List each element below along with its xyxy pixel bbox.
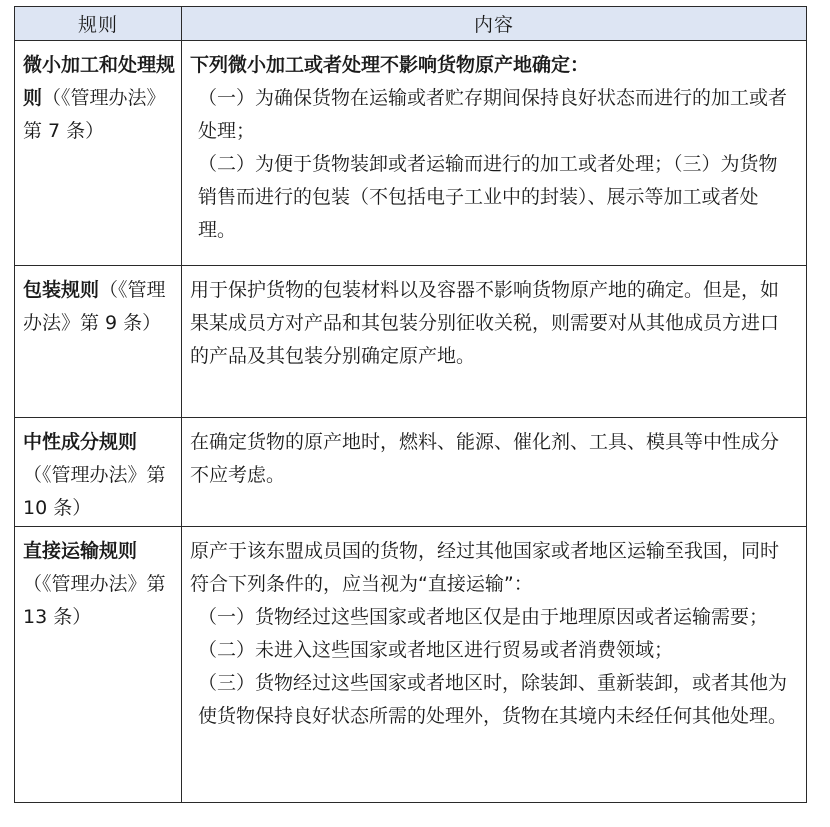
table-row <box>15 266 807 418</box>
content-line: （二）未进入这些国家或者地区进行贸易或者消费领域； <box>198 639 674 661</box>
rule-ref: （《管理办法》第 9 条） <box>23 279 166 334</box>
content-cell <box>182 418 807 527</box>
rule-cell <box>15 418 182 527</box>
table-header-row <box>15 7 807 41</box>
content-line: （一）为确保货物在运输或者贮存期间保持良好状态而进行的加工或者处理； <box>198 87 788 142</box>
content-cell <box>182 527 807 803</box>
content-line: 在确定货物的原产地时，燃料、能源、催化剂、工具、模具等中性成分不应考虑。 <box>190 431 780 486</box>
rules-table <box>14 6 807 803</box>
content-line: （三）货物经过这些国家或者地区时，除装卸、重新装卸，或者其他为使货物保持良好状态所需的处理外，货物在其境内未经任何其他处理。 <box>198 672 788 727</box>
content-line: 下列微小加工或者处理不影响货物原产地确定： <box>190 54 590 76</box>
header-content: 内容 <box>182 7 807 41</box>
content-line: （二）为便于货物装卸或者运输而进行的加工或者处理；（三）为货物销售而进行的包装（不包括电子工业中的封装）、展示等加工或者处理。 <box>198 153 778 241</box>
rule-name: 微小加工和处理规则 <box>23 54 176 109</box>
table-row <box>15 418 807 527</box>
rule-name: 直接运输规则 <box>23 540 138 562</box>
rule-ref: （《管理办法》第 13 条） <box>23 573 166 628</box>
table-row <box>15 527 807 803</box>
content-line: 用于保护货物的包装材料以及容器不影响货物原产地的确定。但是，如果某成员方对产品和其包装分别征收关税，则需要对从其他成员方进口的产品及其包装分别确定原产地。 <box>190 279 780 367</box>
rule-name: 中性成分规则 <box>23 431 138 453</box>
rule-cell <box>15 527 182 803</box>
rule-name: 包装规则 <box>23 279 100 301</box>
content-line: （一）货物经过这些国家或者地区仅是由于地理原因或者运输需要； <box>198 606 769 628</box>
rule-cell <box>15 266 182 418</box>
content-cell <box>182 266 807 418</box>
content-line: 原产于该东盟成员国的货物，经过其他国家或者地区运输至我国，同时符合下列条件的，应当视为“直接运输”： <box>190 540 780 595</box>
rule-cell <box>15 41 182 266</box>
content-cell <box>182 41 807 266</box>
rule-ref: （《管理办法》第 7 条） <box>23 87 166 142</box>
rule-ref: （《管理办法》第 10 条） <box>23 464 166 519</box>
table-row <box>15 41 807 266</box>
header-rule: 规则 <box>15 7 182 41</box>
